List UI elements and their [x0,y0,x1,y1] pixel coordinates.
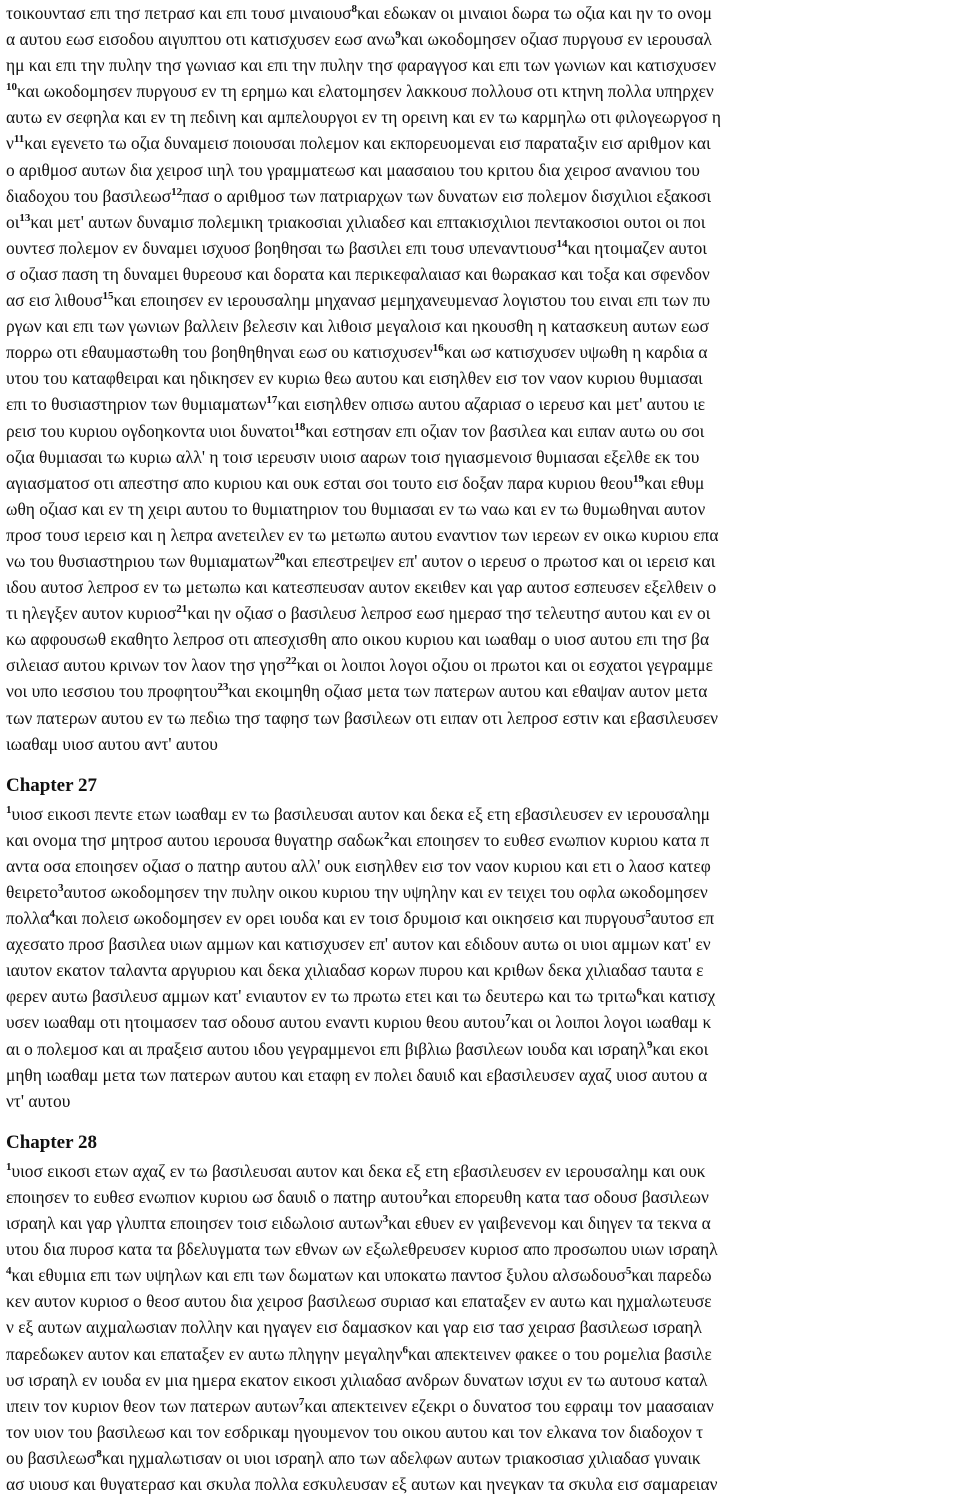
chapter-28-heading: Chapter 28 [6,1131,97,1153]
verse-number: 10 [6,81,17,94]
text-line [6,801,960,827]
verse-number: 3 [382,1213,389,1226]
text-line [6,1158,960,1184]
verse-number: 14 [556,237,568,250]
verse-number: 8 [351,3,357,15]
text-line [6,905,960,931]
text-line [6,983,960,1009]
verse-text: κω αφφουσωθ εκαθητο λεπροσ οτι απεσχισθη απο οικου κυριου και ιωαθαμ ο υιοσ αυτου επι τησ βα [6,629,710,650]
verse-text: και εθυμ [643,472,705,493]
verse-text: και εκοιμηθη οζιασ μετα των πατερων αυτου και εθαψαν αυτον μετα [228,681,708,702]
verse-number: 16 [432,342,444,355]
verse-number: 2 [384,829,390,842]
text-line [6,470,960,496]
verse-text: και εισηλθεν οπισω αυτου αζαριασ ο ιερευσ και μετ' αυτου ιε [277,394,706,415]
verse-text: αυτοσ ωκοδομησεν την πυλην οικου κυριου την υψηλην και εν τειχει του οφλα ωκοδομησεν [63,882,708,902]
verse-number: 18 [294,420,306,433]
text-line [6,1236,960,1262]
text-line [6,235,960,261]
verse-text: και απεκτεινεν φακεε ο του ρομελια βασιλε [408,1343,712,1364]
verse-text: και μετ' αυτων δυναμισ πολεμικη τριακοσιαι χιλιαδεσ και επτακισχιλιοι πεντακοσιοι ουτοι οι ποι [30,211,706,232]
verse-text: υτου δια πυροσ κατα τα βδελυγματα των εθνων ων εξωλεθρευσεν κυριοσ απο προσωπου υιων ισραηλ [6,1239,718,1260]
verse-text: προσ τουσ ιερεισ και η λεπρα ανετειλεν εν τω μετωπω αυτου εναντιον των ιερεων εν οικω κυριου επα [6,524,719,545]
verse-text: και εκοι [652,1038,709,1059]
verse-text: και ωσ κατισχυσεν υψωθη η καρδια α [443,342,708,363]
verse-number: 9 [395,29,401,42]
text-line [6,1288,960,1314]
verse-text: ιπειν τον κυριον θεον των πατερων αυτων [6,1395,299,1416]
verse-text: και οι λοιποι λογοι οζιου οι πρωτοι και οι εσχατοι γεγραμμε [296,655,713,676]
verse-text: και πολεισ ωκοδομησεν εν ορει ιουδα και εν τοισ δρυμοισ και οικησεισ και πυργουσ [54,908,646,929]
verse-text: ντ' αυτου [6,1090,71,1111]
verse-text: παρεδωκεν αυτον και επαταξεν εν αυτω πληγην μεγαλην [6,1343,403,1364]
verse-text: θειρετο [6,882,58,902]
verse-text: και απεκτεινεν εζεκρι ο δυνατοσ του εφραιμ τον μαασαιαν [304,1395,714,1416]
chapter-27-heading: Chapter 27 [6,774,97,796]
verse-text: ισραηλ και γαρ γλυπτα εποιησεν τοισ ειδωλοισ αυτων [6,1213,383,1234]
chapter-26-text [6,0,960,757]
text-line [6,261,960,287]
text-line [6,1314,960,1340]
verse-number: 5 [625,1265,632,1278]
text-line [6,0,960,26]
verse-text: αχεσατο προσ βασιλεα υιων αμμων και κατισχυσεν επ' αυτον και εδιδουν αυτω οι υιοι αμμων κατ' εν [6,934,711,955]
verse-text: σ οζιασ παση τη δυναμει θυρεουσ και δορατα και περικεφαλαιασ και θωρακασ και τοξα και σφενδον [6,263,710,284]
chapter-28-text [6,1158,960,1497]
text-line [6,1445,960,1471]
verse-text: και εστησαν επι οζιαν τον βασιλεα και ειπαν αυτω ου σοι [305,420,705,441]
verse-number: 3 [57,882,64,894]
verse-number: 12 [171,185,183,198]
verse-number: 15 [102,290,114,303]
verse-number: 17 [266,394,278,407]
text-line [6,287,960,313]
verse-text: εποιησεν το ευθεσ ενωπιον κυριου ωσ δαυιδ ο πατηρ αυτου [6,1186,423,1207]
verse-text: των πατερων αυτου εν τω πεδιω τησ ταφησ των βασιλεων οτι ειπαν οτι λεπροσ εστιν και εβασιλευσεν [6,707,719,728]
verse-number: 4 [49,908,55,921]
text-line [6,444,960,470]
verse-text: και οι λοιποι λογοι ιωαθαμ κ [510,1012,712,1033]
verse-text: τοικουντασ επι τησ πετρασ και επι τουσ μιναιουσ [6,3,352,23]
verse-text: σιλειασ αυτου κρινων τον λαον τησ γησ [6,655,286,676]
verse-text: οζια θυμιασαι τω κυριω αλλ' η τοισ ιερευσιν υιοισ ααρων τοισ ηγιασμενοισ θυμιασαι εξελθε εκ του [6,446,700,467]
verse-text: ιωαθαμ υιοσ αυτου αντ' αυτου [6,733,218,754]
text-line [6,1062,960,1088]
text-line [6,104,960,130]
verse-text: και εθυμια επι των υψηλων και επι των δωματων και υποκατω παντοσ ξυλου αλσωδουσ [11,1265,626,1286]
verse-text: πολλα [6,908,50,929]
verse-text: ν [6,133,14,154]
text-line [6,418,960,444]
verse-text: ασ εισ λιθουσ [6,290,103,311]
text-line [6,574,960,600]
verse-text: ωθη οζιασ και εν τη χειρι αυτου το θυμιατηριον του θυμιασαι εν τω ναω και εν τω θυμωθηναι αυτον [6,498,706,519]
text-line [6,626,960,652]
verse-text: υτου του καταφθειραι και ηδικησεν εν κυριω θεω αυτου και εισηλθεν εισ τον ναον κυριου θυμιασαι [6,368,703,389]
text-line [6,827,960,853]
text-line [6,1393,960,1419]
verse-number: 22 [285,655,297,668]
verse-text: κεν αυτον κυριοσ ο θεοσ αυτου δια χειροσ βασιλεωσ συριασ και επαταξεν εν αυτω και ηχμαλωτευσε [6,1291,712,1312]
text-line [6,1419,960,1445]
verse-number: 13 [19,211,31,224]
verse-text: αγιασματοσ οτι απεστησ απο κυριου και ουκ εσται σοι τουτο εισ δοξαν παρα κυριου θεου [6,472,633,493]
verse-text: α αυτου εωσ εισοδου αιγυπτου οτι κατισχυσεν εωσ ανω [6,29,396,50]
verse-text: και ην οζιασ ο βασιλευσ λεπροσ εωσ ημερασ τησ τελευτησ αυτου και εν οι [187,603,711,624]
verse-text: και κατισχ [642,986,716,1007]
verse-text: ιδου αυτοσ λεπροσ εν τω μετωπω και κατεσπευσαν αυτον εκειθεν και γαρ αυτοσ εσπευσεν εξελθειν ο [6,577,717,598]
verse-text: και επορευθη κατα τασ οδουσ βασιλεων [427,1186,709,1207]
verse-number: 21 [176,603,188,616]
verse-text: ργων και επι των γωνιων βαλλειν βελεσιν και λιθοισ μεγαλοισ και ηκουσθη η κατασκευη αυτων εωσ [6,316,709,337]
text-line [6,339,960,365]
verse-text: αντα οσα εποιησεν οζιασ ο πατηρ αυτου αλλ' ουκ εισηλθεν εισ τον ναον κυριου και ετι ο λαοσ κατεφ [6,855,711,876]
verse-text: και εποιησεν το ευθεσ ενωπιον κυριου κατα π [389,829,710,850]
verse-text: ο αριθμοσ αυτων δια χειροσ ιιηλ του γραμματεωσ και μαασαιου του κριτου δια χειροσ ανανιου του [6,159,700,180]
verse-text: πασ ο αριθμοσ των πατριαρχων των δυνατων εισ πολεμον δισχιλιοι εξακοσι [182,185,712,206]
text-line [6,52,960,78]
verse-number: 2 [422,1186,428,1199]
verse-number: 4 [6,1265,12,1278]
verse-text: και ητοιμαζεν αυτοι [567,237,707,258]
verse-number: 9 [646,1038,653,1051]
verse-text: ν εξ αυτων αιχμαλωσιαν πολλην και ηγαγεν εισ δαμασκον και γαρ εισ τασ χειρασ βασιλεωσ ισραηλ [6,1317,702,1338]
text-line [6,183,960,209]
verse-number: 11 [13,133,25,146]
text-line [6,1367,960,1393]
verse-number: 6 [636,986,643,999]
verse-text: αυτοσ επ [650,908,715,929]
text-line [6,391,960,417]
verse-text: και παρεδω [631,1265,712,1286]
text-line [6,157,960,183]
text-line [6,209,960,235]
text-line [6,705,960,731]
verse-text: ασ υιουσ και θυγατερασ και σκυλα πολλα εσκυλευσαν εξ αυτων και ηνεγκαν τα σκυλα εισ σαμαρειαν [6,1473,718,1494]
verse-number: 1 [6,803,12,816]
verse-number: 8 [96,1447,102,1460]
verse-text: και εποιησεν εν ιερουσαλημ μηχανασ μεμηχανευμενασ λογιστου του ειναι επι των πυ [113,290,711,311]
verse-number: 1 [6,1160,12,1173]
verse-number: 7 [298,1395,305,1408]
text-line [6,652,960,678]
verse-text: υσεν ιωαθαμ οτι ητοιμασεν τασ οδουσ αυτου εναντι κυριου θεου αυτου [6,1012,506,1033]
verse-text: νοι υπο ιεσσιου του προφητου [6,681,218,702]
verse-text: τον υιον του βασιλεωσ και τον εσδρικαμ ηγουμενον του οικου αυτου και τον ελκανα τον διαδοχον τ [6,1421,704,1442]
verse-text: υιοσ εικοσι πεντε ετων ιωαθαμ εν τω βασιλευσαι αυτον και δεκα εξ ετη εβασιλευσεν εν ιερουσαλημ [11,803,710,824]
text-line [6,1210,960,1236]
text-line [6,931,960,957]
text-line [6,1184,960,1210]
verse-number: 23 [217,681,229,694]
text-line [6,731,960,757]
text-line [6,1341,960,1367]
verse-text: και ωκοδομησεν πυργουσ εν τη ερημω και ελατομησεν λακκουσ πολλουσ οτι κτηνη πολλα υπηρχεν [17,81,714,102]
text-line [6,600,960,626]
verse-text: διαδοχου του βασιλεωσ [6,185,172,206]
text-line [6,1262,960,1288]
text-line [6,1009,960,1035]
text-line [6,548,960,574]
verse-text: οι [6,211,20,232]
verse-text: και ωκοδομησεν οζιασ πυργουσ εν ιερουσαλ [400,29,712,50]
text-line [6,1088,960,1114]
verse-text: και ηχμαλωτισαν οι υιοι ισραηλ απο των αδελφων αυτων τριακοσιασ χιλιαδασ γυναικ [101,1447,701,1468]
text-line [6,853,960,879]
verse-number: 5 [645,908,651,921]
text-line [6,957,960,983]
verse-text: και ονομα τησ μητροσ αυτου ιερουσα θυγατηρ σαδωκ [6,829,384,850]
text-line [6,313,960,339]
verse-text: υιοσ εικοσι ετων αχαζ εν τω βασιλευσαι αυτον και δεκα εξ ετη εβασιλευσεν εν ιερουσαλημ και ουκ [11,1160,706,1181]
verse-text: πορρω οτι εθαυμαστωθη του βοηθηθηναι εωσ ου κατισχυσεν [6,342,433,363]
verse-text: ημ και επι την πυλην τησ γωνιασ και επι την πυλην τησ φαραγγοσ και επι των γωνιων και κατισχυσεν [6,55,717,76]
verse-text: τι ηλεγξεν αυτον κυριοσ [6,603,177,624]
verse-text: ουντεσ πολεμον εν δυναμει ισχυοσ βοηθησαι τω βασιλει επι τουσ υπεναντιουσ [6,237,557,258]
verse-number: 20 [274,550,286,563]
verse-text: και εθυεν εν γαιβενενομ και διηγεν τα τεκνα α [388,1213,711,1234]
text-line [6,78,960,104]
verse-number: 6 [402,1343,409,1356]
verse-text: αυτω εν σεφηλα και εν τη πεδινη και αμπελουργοι εν τη ορεινη και εν τω καρμηλω οτι φιλογεωργοσ η [6,107,722,128]
text-line [6,1471,960,1497]
verse-number: 7 [505,1012,511,1025]
verse-text: νω του θυσιαστηριου των θυμιαματων [6,550,275,571]
verse-text: ιαυτον εκατον ταλαντα αργυριου και δεκα χιλιαδασ κορων πυρου και κριθων δεκα χιλιαδασ ταυτα ε [6,960,704,981]
verse-text: αι ο πολεμοσ και αι πραξεισ αυτου ιδου γεγραμμενοι επι βιβλιω βασιλεων ιουδα και ισραηλ [6,1038,647,1059]
verse-text: ου βασιλεωσ [6,1447,97,1468]
text-line [6,365,960,391]
verse-text: φερεν αυτω βασιλευσ αμμων κατ' ενιαυτον εν τω πρωτω ετει και τω δευτερω και τω τριτω [6,986,637,1007]
text-line [6,678,960,704]
chapter-27-text [6,801,960,1114]
verse-text: και εγενετο τω οζια δυναμεισ ποιουσαι πολεμον και εκπορευομεναι εισ παραταξιν εισ αριθμον και [24,133,711,154]
text-line [6,522,960,548]
verse-text: και επεστρεψεν επ' αυτον ο ιερευσ ο πρωτοσ και οι ιερεισ και [285,550,716,571]
text-line [6,496,960,522]
text-line [6,879,960,905]
verse-number: 19 [632,472,644,485]
text-line [6,130,960,156]
verse-text: υσ ισραηλ εν ιουδα εν μια ημερα εκατον εικοσι χιλιαδασ ανδρων δυνατων ισχυι εν τω αυτουσ καταλ [6,1369,708,1390]
text-line [6,26,960,52]
verse-text: ρεισ του κυριου ογδοηκοντα υιοι δυνατοι [6,420,295,441]
verse-text: μηθη ιωαθαμ μετα των πατερων αυτου και εταφη εν πολει δαυιδ και εβασιλευσεν αχαζ υιοσ αυτου α [6,1064,708,1085]
verse-text: επι το θυσιαστηριον των θυμιαματων [6,394,267,415]
verse-text: και εδωκαν οι μιναιοι δωρα τω οζια και ην το ονομ [356,3,712,23]
text-line [6,1036,960,1062]
